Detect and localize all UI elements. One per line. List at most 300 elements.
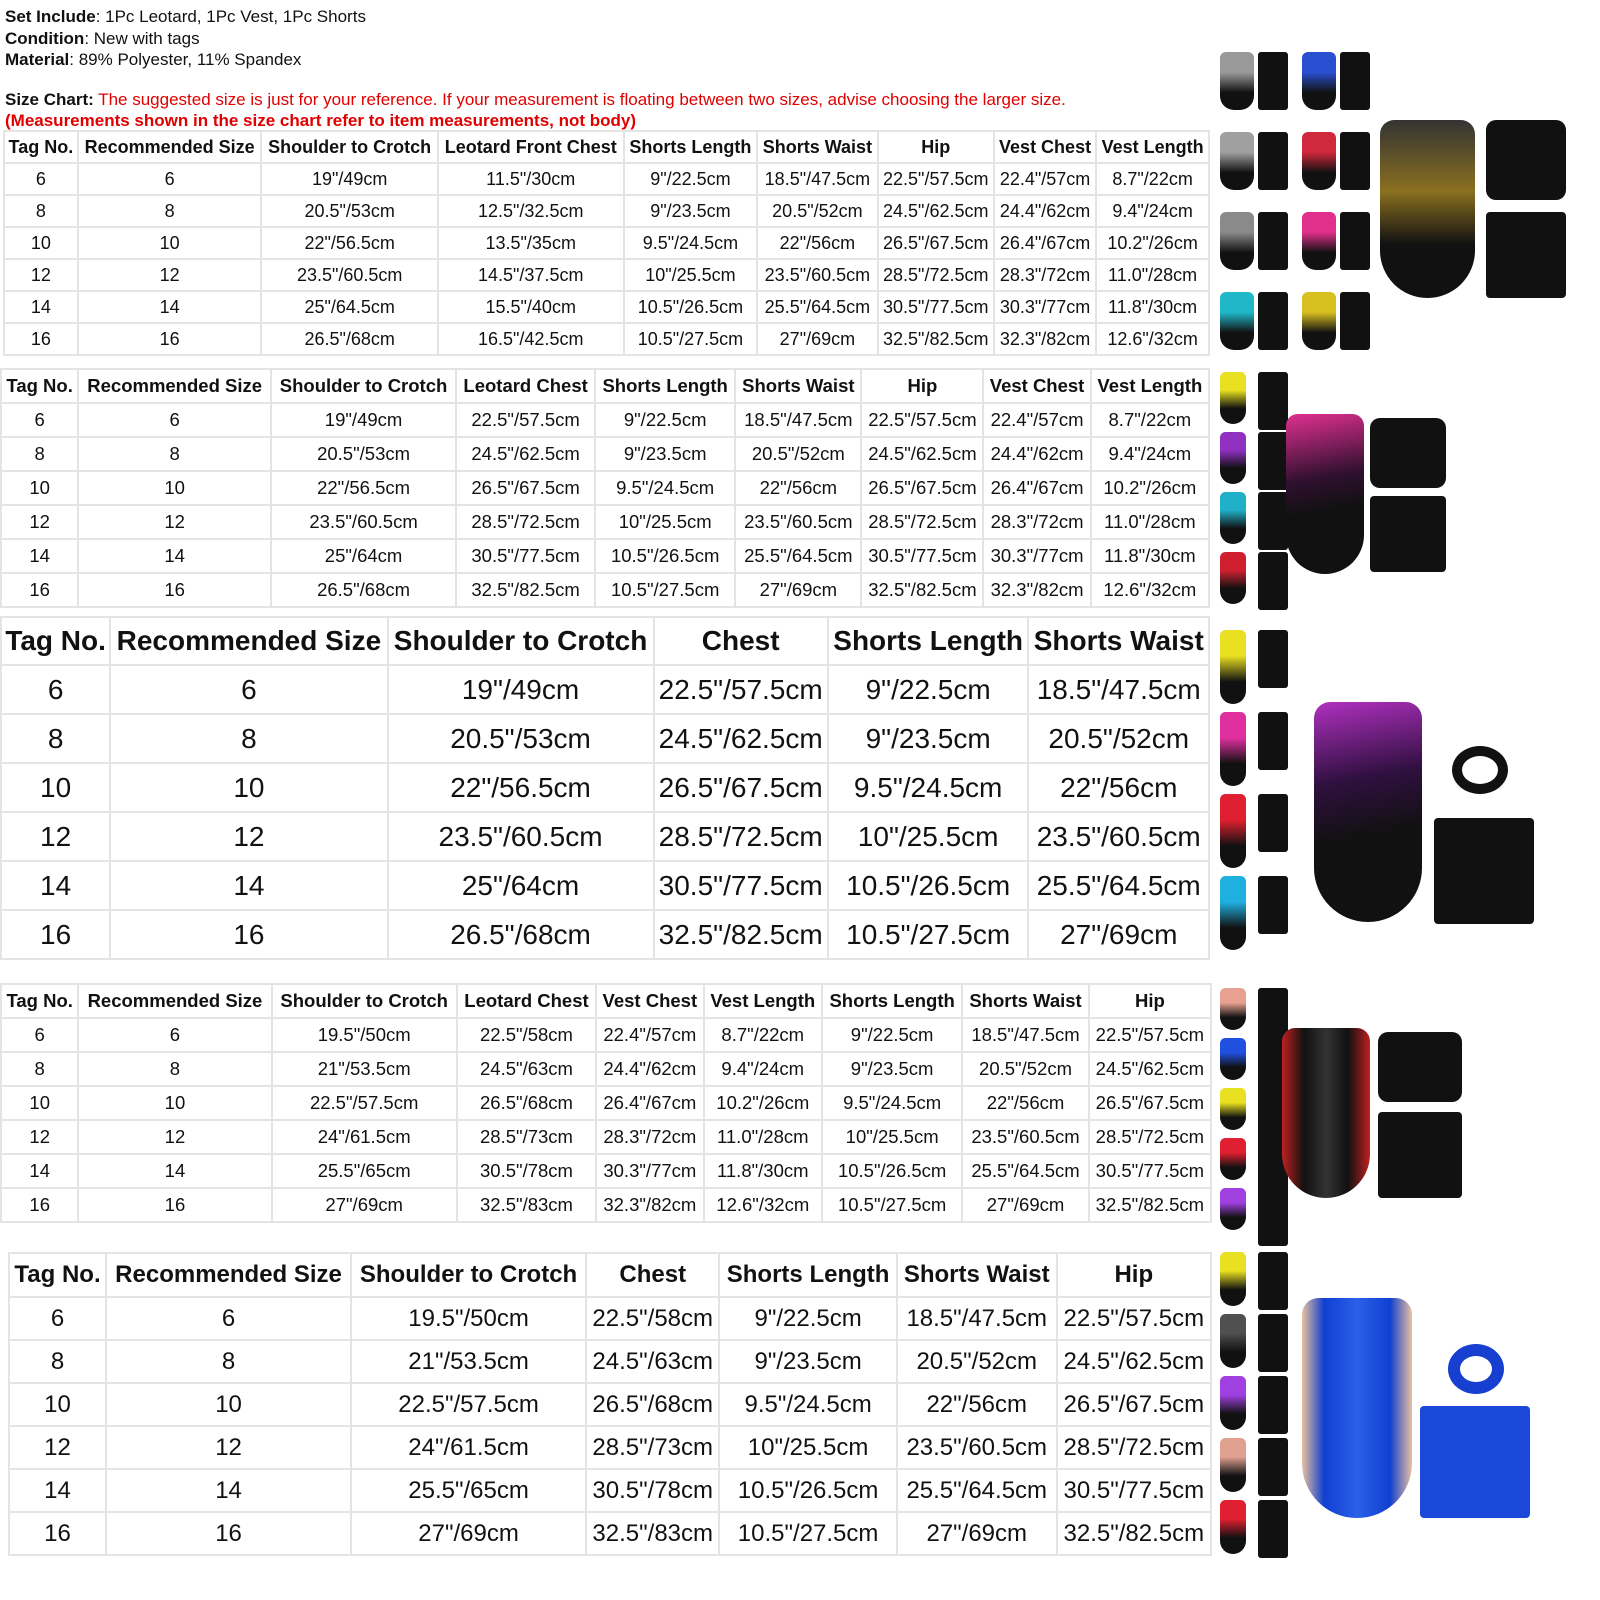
table-cell: 12 [106,1426,351,1469]
table-cell: 32.5"/82.5cm [1057,1512,1211,1555]
table-cell: 28.5"/72.5cm [861,505,983,539]
table-cell: 22.4"/57cm [596,1018,703,1052]
table-cell: 16 [1,1188,78,1222]
table-cell: 18.5"/47.5cm [1028,665,1209,714]
table-cell: 14 [1,539,78,573]
table-cell: 12 [1,505,78,539]
table-cell: 15.5"/40cm [438,291,624,323]
table-cell: 32.5"/82.5cm [878,323,994,355]
column-header: Tag No. [1,984,78,1018]
set-include-label: Set Include [5,7,96,26]
column-header: Tag No. [1,369,78,403]
table-cell: 10"/25.5cm [828,812,1029,861]
table-cell: 27"/69cm [351,1512,586,1555]
color-variant-thumbnail [1220,52,1254,110]
shorts-image [1486,212,1566,298]
table-cell: 27"/69cm [1028,910,1209,959]
table-cell: 28.5"/72.5cm [1057,1426,1211,1469]
column-header: Leotard Chest [457,984,596,1018]
table-row [4,227,1209,259]
table-cell: 20.5"/53cm [271,437,456,471]
table-cell: 10 [106,1383,351,1426]
table-row [1,812,1209,861]
color-variant-thumbnail [1220,1314,1246,1368]
table-cell: 26.5"/67.5cm [456,471,595,505]
table-cell: 6 [78,163,262,195]
table-row [1,539,1209,573]
leotard-image [1282,1028,1370,1198]
product-panel-5 [1220,1252,1600,1562]
table-cell: 14 [78,1154,271,1188]
table-row [1,573,1209,607]
table-cell: 12 [78,1120,271,1154]
column-header: Tag No. [4,131,78,163]
table-cell: 8 [78,1052,271,1086]
table-cell: 24.5"/62.5cm [878,195,994,227]
table-cell: 19.5"/50cm [351,1297,586,1340]
table-cell: 22.5"/58cm [457,1018,596,1052]
table-cell: 9"/23.5cm [828,714,1029,763]
table-cell: 10.5"/27.5cm [624,323,758,355]
table-row [9,1297,1211,1340]
table-cell: 6 [1,1018,78,1052]
column-header: Tag No. [9,1253,106,1297]
size-table-1 [3,130,1210,356]
table-cell: 25"/64cm [271,539,456,573]
table-cell: 28.5"/73cm [457,1120,596,1154]
table-cell: 32.5"/83cm [586,1512,719,1555]
table-cell: 10.5"/27.5cm [828,910,1029,959]
table-cell: 10 [78,227,262,259]
set-include-value: : 1Pc Leotard, 1Pc Vest, 1Pc Shorts [95,7,366,26]
table-row [1,471,1209,505]
table-cell: 18.5"/47.5cm [757,163,877,195]
table-cell: 12 [1,1120,78,1154]
column-header: Hip [1089,984,1211,1018]
table-cell: 9.4"/24cm [1096,195,1209,227]
table-cell: 16 [110,910,387,959]
table-cell: 6 [1,665,110,714]
table-cell: 32.3"/82cm [994,323,1096,355]
table-row [1,763,1209,812]
table-cell: 24.4"/62cm [983,437,1090,471]
table-cell: 28.3"/72cm [983,505,1090,539]
table-cell: 23.5"/60.5cm [388,812,654,861]
table-cell: 26.5"/68cm [388,910,654,959]
color-variant-thumbnail [1220,1376,1246,1430]
table-cell: 10.2"/26cm [1091,471,1209,505]
shorts-image [1420,1406,1530,1518]
table-cell: 22.5"/57.5cm [456,403,595,437]
column-header: Vest Chest [596,984,703,1018]
table-cell: 24.5"/62.5cm [456,437,595,471]
table-cell: 9"/22.5cm [822,1018,962,1052]
table-cell: 12 [9,1426,106,1469]
table-cell: 12 [78,505,271,539]
table-cell: 25.5"/64.5cm [897,1469,1057,1512]
table-cell: 21"/53.5cm [351,1340,586,1383]
condition-value: : New with tags [84,28,200,48]
scrunchie-image [1448,1344,1504,1394]
table-cell: 9.5"/24.5cm [828,763,1029,812]
size-table-3 [0,616,1210,960]
table-cell: 24"/61.5cm [272,1120,457,1154]
color-variant-thumbnail [1220,876,1246,950]
table-cell: 23.5"/60.5cm [735,505,861,539]
column-header: Leotard Front Chest [438,131,624,163]
table-row [1,1018,1211,1052]
table-cell: 24.5"/62.5cm [654,714,828,763]
table-cell: 6 [78,1018,271,1052]
table-cell: 14.5"/37.5cm [438,259,624,291]
table-cell: 24.5"/63cm [457,1052,596,1086]
column-header: Shorts Length [822,984,962,1018]
leotard-image [1380,120,1475,298]
column-header: Vest Length [1096,131,1209,163]
table-row [1,910,1209,959]
color-variant-thumbnail [1220,988,1246,1030]
table-cell: 16 [78,1188,271,1222]
table-cell: 12 [4,259,78,291]
table-cell: 24.5"/62.5cm [1089,1052,1211,1086]
table-cell: 30.5"/78cm [457,1154,596,1188]
table-cell: 22"/56cm [1028,763,1209,812]
table-cell: 25.5"/65cm [272,1154,457,1188]
table-cell: 10 [1,1086,78,1120]
table-cell: 6 [4,163,78,195]
column-header: Recommended Size [106,1253,351,1297]
table-cell: 11.8"/30cm [1096,291,1209,323]
column-header: Recommended Size [78,131,262,163]
table-cell: 28.5"/72.5cm [1089,1120,1211,1154]
table-cell: 27"/69cm [897,1512,1057,1555]
table-cell: 25.5"/64.5cm [962,1154,1088,1188]
table-cell: 26.5"/67.5cm [861,471,983,505]
header-row [1,369,1209,403]
color-variant-thumbnail [1220,372,1246,424]
table-cell: 8 [1,714,110,763]
table-cell: 27"/69cm [962,1188,1088,1222]
table-row [4,163,1209,195]
vest-image [1370,418,1446,488]
table-cell: 30.5"/78cm [586,1469,719,1512]
table-cell: 14 [110,861,387,910]
table-row [9,1469,1211,1512]
table-cell: 26.5"/67.5cm [1057,1383,1211,1426]
table-cell: 30.5"/77.5cm [456,539,595,573]
size-table-2 [0,368,1210,608]
table-cell: 30.5"/77.5cm [1089,1154,1211,1188]
table-cell: 9"/23.5cm [822,1052,962,1086]
header-row [9,1253,1211,1297]
table-cell: 28.5"/72.5cm [878,259,994,291]
table-cell: 25"/64.5cm [261,291,437,323]
table-cell: 9.4"/24cm [1091,437,1209,471]
table-cell: 30.3"/77cm [596,1154,703,1188]
table-cell: 28.3"/72cm [994,259,1096,291]
table-cell: 20.5"/52cm [962,1052,1088,1086]
table-cell: 22"/56.5cm [271,471,456,505]
table-cell: 14 [78,291,262,323]
color-variant-thumbnail [1220,492,1246,544]
table-cell: 16 [1,910,110,959]
color-variant-thumbnail [1220,132,1254,190]
column-header: Vest Chest [983,369,1090,403]
table-cell: 10.5"/26.5cm [822,1154,962,1188]
table-cell: 14 [1,861,110,910]
table-cell: 9"/22.5cm [828,665,1029,714]
table-cell: 14 [9,1469,106,1512]
table-cell: 22.5"/57.5cm [351,1383,586,1426]
column-header: Shorts Waist [757,131,877,163]
color-variant-thumbnail [1302,292,1336,350]
table-cell: 16 [106,1512,351,1555]
table-cell: 12.6"/32cm [704,1188,822,1222]
color-variant-thumbnail [1220,1188,1246,1230]
table-cell: 32.3"/82cm [983,573,1090,607]
column-header: Vest Length [704,984,822,1018]
table-cell: 25.5"/64.5cm [1028,861,1209,910]
color-variant-thumbnail [1220,630,1246,704]
table-cell: 6 [1,403,78,437]
color-variant-thumbnail [1220,432,1246,484]
header-row [4,131,1209,163]
table-cell: 22.5"/57.5cm [1057,1297,1211,1340]
table-row [1,1086,1211,1120]
table-cell: 10 [1,763,110,812]
table-cell: 11.8"/30cm [1091,539,1209,573]
column-header: Hip [1057,1253,1211,1297]
table-cell: 8.7"/22cm [1091,403,1209,437]
table-row [1,861,1209,910]
size-chart-label: Size Chart: [5,89,94,109]
table-cell: 9.5"/24.5cm [624,227,758,259]
table-cell: 26.5"/68cm [457,1086,596,1120]
table-cell: 26.4"/67cm [596,1086,703,1120]
table-cell: 9"/22.5cm [719,1297,897,1340]
table-cell: 22.4"/57cm [994,163,1096,195]
table-cell: 24.5"/62.5cm [861,437,983,471]
table-cell: 10 [9,1383,106,1426]
table-cell: 26.4"/67cm [983,471,1090,505]
table-cell: 8 [106,1340,351,1383]
size-table-5 [8,1252,1212,1556]
table-cell: 12 [1,812,110,861]
column-header: Tag No. [1,617,110,665]
column-header: Shoulder to Crotch [271,369,456,403]
color-variant-thumbnail [1220,212,1254,270]
product-panel-4 [1220,988,1600,1228]
column-header: Vest Chest [994,131,1096,163]
column-header: Recommended Size [78,984,271,1018]
product-panel-3 [1220,630,1600,960]
header-row [1,984,1211,1018]
column-header: Hip [861,369,983,403]
table-cell: 11.0"/28cm [704,1120,822,1154]
table-cell: 16 [78,573,271,607]
color-variant-thumbnail [1220,1038,1246,1080]
table-cell: 10.2"/26cm [1096,227,1209,259]
table-cell: 16 [1,573,78,607]
column-header: Shoulder to Crotch [388,617,654,665]
table-cell: 13.5"/35cm [438,227,624,259]
table-row [1,1154,1211,1188]
size-table-4 [0,983,1212,1223]
table-row [1,1120,1211,1154]
table-cell: 19"/49cm [388,665,654,714]
table-cell: 28.5"/72.5cm [456,505,595,539]
color-variant-thumbnail [1220,1438,1246,1492]
table-cell: 10.2"/26cm [704,1086,822,1120]
table-cell: 22"/56.5cm [261,227,437,259]
table-cell: 9.5"/24.5cm [822,1086,962,1120]
table-cell: 27"/69cm [757,323,877,355]
table-cell: 10"/25.5cm [822,1120,962,1154]
table-row [1,403,1209,437]
table-cell: 26.5"/68cm [261,323,437,355]
table-row [4,291,1209,323]
table-cell: 12 [110,812,387,861]
table-cell: 27"/69cm [735,573,861,607]
table-row [1,665,1209,714]
product-info [5,6,1066,132]
table-cell: 22"/56.5cm [388,763,654,812]
color-variant-thumbnail [1302,52,1336,110]
table-cell: 11.5"/30cm [438,163,624,195]
column-header: Chest [586,1253,719,1297]
table-row [1,1188,1211,1222]
column-header: Shorts Length [719,1253,897,1297]
vest-image [1378,1032,1462,1102]
table-cell: 8.7"/22cm [1096,163,1209,195]
color-variant-thumbnail [1220,1138,1246,1180]
table-cell: 20.5"/52cm [735,437,861,471]
table-cell: 26.4"/67cm [994,227,1096,259]
shorts-image [1378,1112,1462,1198]
color-variant-thumbnail [1302,132,1336,190]
table-cell: 16.5"/42.5cm [438,323,624,355]
table-row [9,1512,1211,1555]
table-cell: 24.5"/62.5cm [1057,1340,1211,1383]
column-header: Shorts Waist [735,369,861,403]
table-cell: 23.5"/60.5cm [962,1120,1088,1154]
table-cell: 18.5"/47.5cm [897,1297,1057,1340]
table-cell: 10.5"/26.5cm [828,861,1029,910]
table-cell: 12.5"/32.5cm [438,195,624,227]
color-variant-thumbnail [1220,1088,1246,1130]
table-cell: 10"/25.5cm [719,1426,897,1469]
table-cell: 23.5"/60.5cm [1028,812,1209,861]
color-variant-thumbnail [1220,794,1246,868]
table-cell: 9.4"/24cm [704,1052,822,1086]
material-label: Material [5,50,70,69]
table-cell: 25"/64cm [388,861,654,910]
table-cell: 8 [4,195,78,227]
color-variant-thumbnail [1220,292,1254,350]
column-header: Shorts Length [828,617,1029,665]
table-cell: 14 [106,1469,351,1512]
table-cell: 23.5"/60.5cm [757,259,877,291]
table-cell: 23.5"/60.5cm [261,259,437,291]
table-cell: 10 [78,1086,271,1120]
table-cell: 32.5"/82.5cm [1089,1188,1211,1222]
column-header: Leotard Chest [456,369,595,403]
table-cell: 10.5"/27.5cm [822,1188,962,1222]
shorts-image [1370,496,1446,572]
table-cell: 8 [1,437,78,471]
table-cell: 6 [110,665,387,714]
table-cell: 11.8"/30cm [704,1154,822,1188]
table-cell: 20.5"/52cm [757,195,877,227]
column-header: Vest Length [1091,369,1209,403]
table-cell: 27"/69cm [272,1188,457,1222]
table-cell: 11.0"/28cm [1091,505,1209,539]
table-cell: 24"/61.5cm [351,1426,586,1469]
size-chart-note: The suggested size is just for your reference. If your measurement is floating between two sizes, advise choosing the larger size. [93,89,1066,109]
table-cell: 10.5"/27.5cm [595,573,735,607]
table-row [1,1052,1211,1086]
table-cell: 30.3"/77cm [983,539,1090,573]
table-cell: 10"/25.5cm [595,505,735,539]
table-cell: 14 [1,1154,78,1188]
material-value: : 89% Polyester, 11% Spandex [69,50,302,69]
table-row [1,505,1209,539]
table-cell: 30.5"/77.5cm [878,291,994,323]
column-header: Shorts Waist [962,984,1088,1018]
color-variant-thumbnail [1302,212,1336,270]
table-cell: 6 [106,1297,351,1340]
color-variant-thumbnail [1220,552,1246,604]
table-cell: 24.4"/62cm [596,1052,703,1086]
table-cell: 10 [1,471,78,505]
table-cell: 10"/25.5cm [624,259,758,291]
table-cell: 12 [78,259,262,291]
table-cell: 20.5"/53cm [261,195,437,227]
table-cell: 24.4"/62cm [994,195,1096,227]
table-cell: 22.5"/58cm [586,1297,719,1340]
table-cell: 25.5"/64.5cm [757,291,877,323]
table-cell: 10.5"/26.5cm [624,291,758,323]
measurement-note: (Measurements shown in the size chart refer to item measurements, not body) [5,111,637,130]
table-cell: 12.6"/32cm [1091,573,1209,607]
leotard-image [1286,414,1364,574]
table-cell: 9"/22.5cm [624,163,758,195]
table-cell: 22.5"/57.5cm [1089,1018,1211,1052]
vest-image [1486,120,1566,200]
table-cell: 22"/56cm [735,471,861,505]
shorts-image [1434,818,1534,924]
header-row [1,617,1209,665]
table-cell: 20.5"/53cm [388,714,654,763]
column-header: Shoulder to Crotch [272,984,457,1018]
table-row [9,1383,1211,1426]
table-cell: 10 [78,471,271,505]
table-cell: 22"/56cm [897,1383,1057,1426]
leotard-image [1302,1298,1412,1518]
table-cell: 23.5"/60.5cm [271,505,456,539]
column-header: Shorts Waist [897,1253,1057,1297]
table-cell: 28.5"/72.5cm [654,812,828,861]
table-cell: 14 [78,539,271,573]
table-cell: 22.5"/57.5cm [878,163,994,195]
table-cell: 25.5"/65cm [351,1469,586,1512]
table-cell: 26.5"/67.5cm [1089,1086,1211,1120]
table-cell: 21"/53.5cm [272,1052,457,1086]
table-cell: 9"/22.5cm [595,403,735,437]
table-cell: 20.5"/52cm [897,1340,1057,1383]
table-cell: 8.7"/22cm [704,1018,822,1052]
table-cell: 30.3"/77cm [994,291,1096,323]
